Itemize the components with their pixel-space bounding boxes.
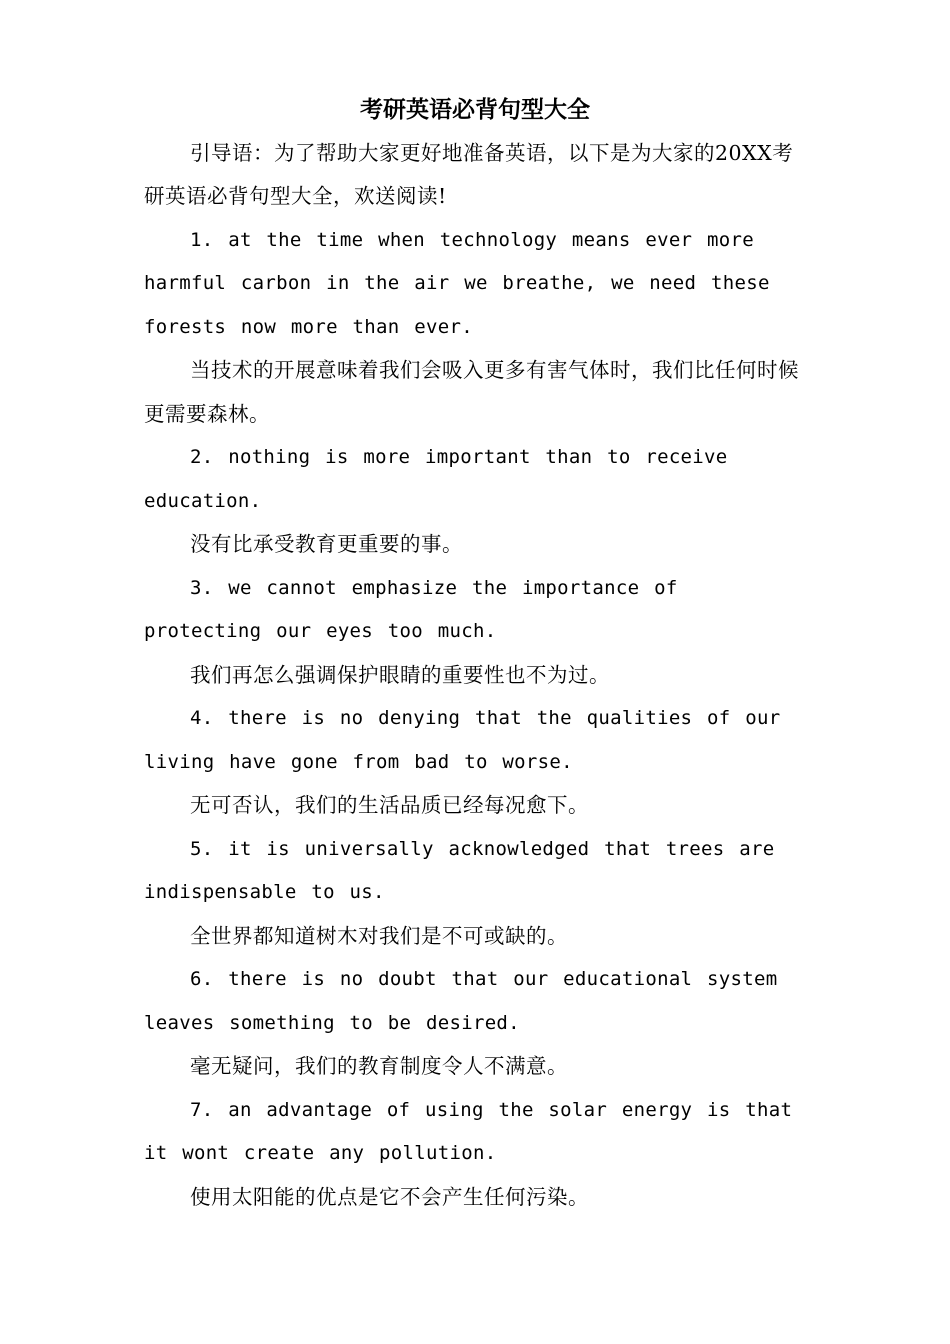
sentence-1-english: 1. at the time when technology means ever more harmful carbon in the air we breathe, we need these forests now more than ever. bbox=[144, 228, 770, 338]
sentence-3-english: 3. we cannot emphasize the importance of protecting our eyes too much. bbox=[144, 576, 678, 642]
sentence-4-chinese: 无可否认，我们的生活品质已经每况愈下。 bbox=[190, 793, 589, 817]
sentence-4-english: 4. there is no denying that the qualities of our living have gone from bad to worse. bbox=[144, 707, 781, 773]
sentence-5-chinese: 全世界都知道树木对我们是不可或缺的。 bbox=[190, 923, 568, 948]
sentence-3-chinese: 我们再怎么强调保护眼睛的重要性也不为过。 bbox=[190, 662, 610, 687]
sentence-1-chinese: 当技术的开展意味着我们会吸入更多有害气体时，我们比任何时候更需要森林。 bbox=[144, 358, 799, 426]
sentence-6-chinese: 毫无疑问，我们的教育制度令人不满意。 bbox=[190, 1054, 568, 1078]
sentence-5-english: 5. it is universally acknowledged that trees are indispensable to us. bbox=[144, 837, 775, 903]
sentence-6-english: 6. there is no doubt that our educational system leaves something to be desired. bbox=[144, 968, 778, 1034]
sentence-2-english: 2. nothing is more important than to receive education. bbox=[144, 446, 728, 512]
sentence-7-english: 7. an advantage of using the solar energy is that it wont create any pollution. bbox=[144, 1098, 793, 1164]
intro-paragraph: 引导语：为了帮助大家更好地准备英语，以下是为大家的20XX考研英语必背句型大全，欢送阅读! bbox=[144, 140, 794, 208]
document-body bbox=[144, 88, 806, 1219]
sentence-2-chinese: 没有比承受教育更重要的事。 bbox=[190, 532, 463, 556]
sentence-7-chinese: 使用太阳能的优点是它不会产生任何污染。 bbox=[190, 1184, 589, 1209]
document-title: 考研英语必背句型大全 bbox=[360, 96, 590, 123]
